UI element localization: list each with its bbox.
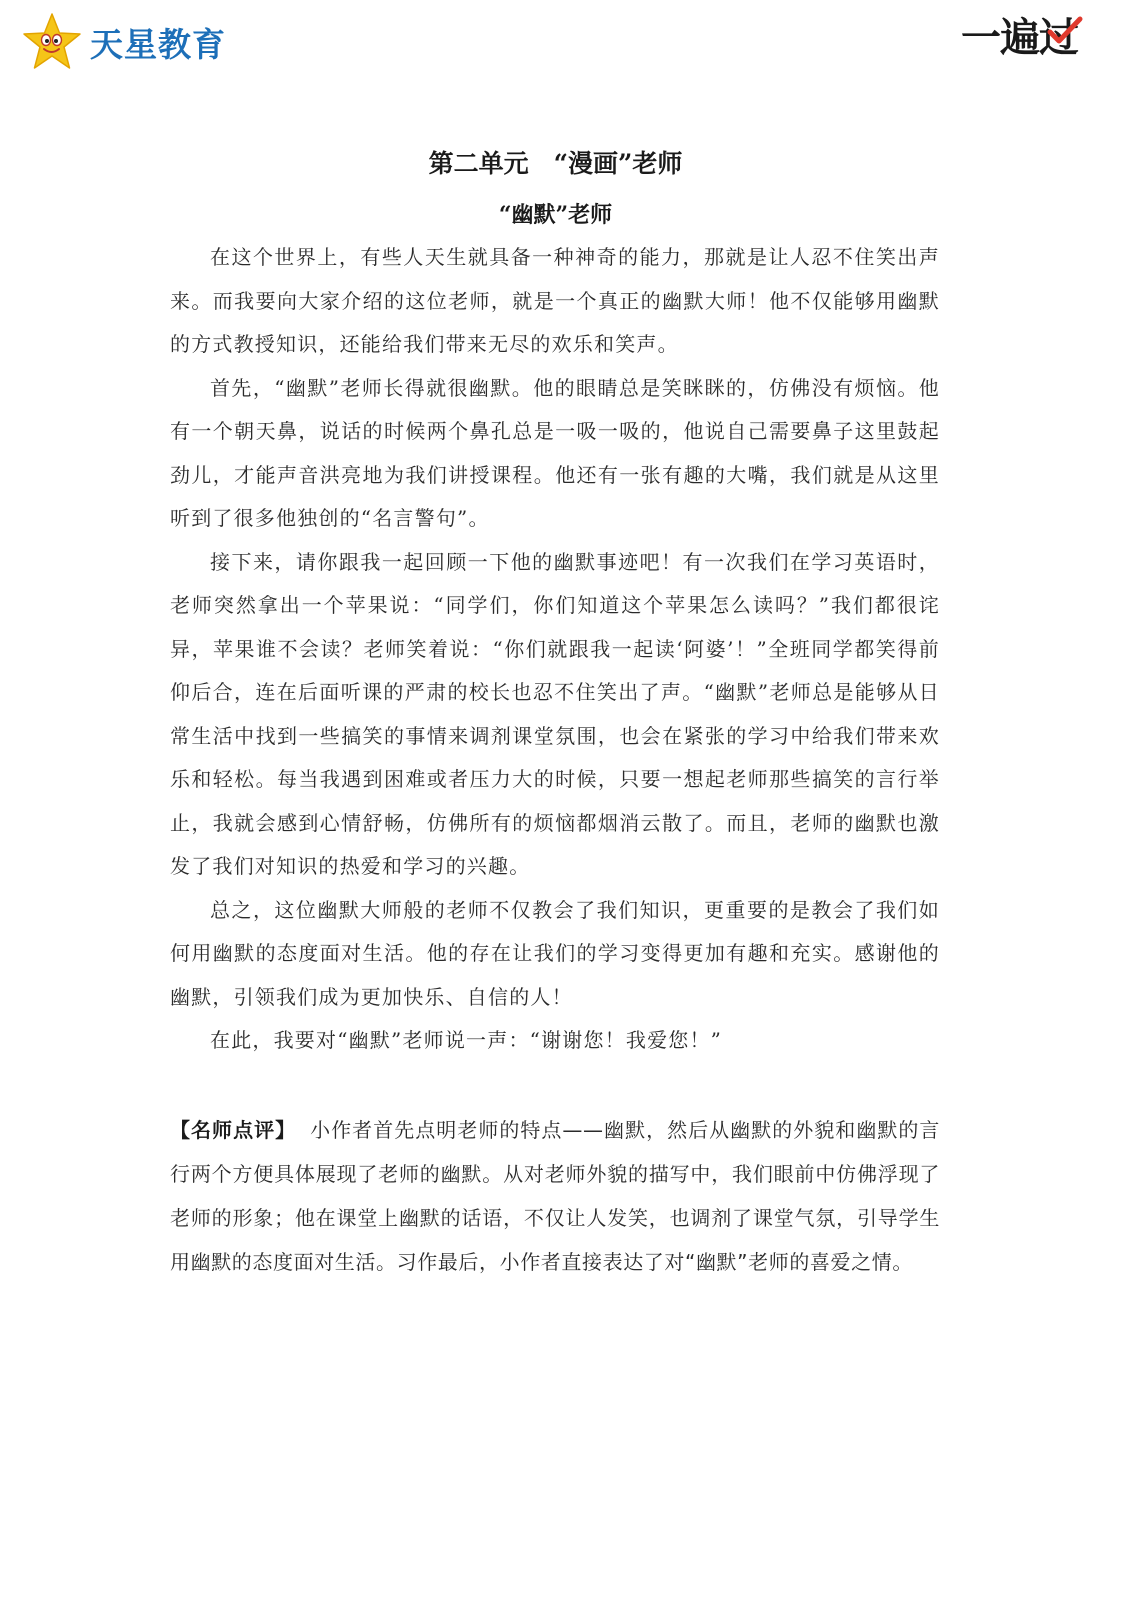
- essay-paragraph: 首先，“幽默”老师长得就很幽默。他的眼睛总是笑眯眯的，仿佛没有烦恼。他有一个朝天鼻，说话的时候两个鼻孔总是一吸一吸的，他说自己需要鼻子这里鼓起劲儿，才能声音洪亮地为我们讲授课程。他还有一张有趣的大嘴，我们就是从这里听到了很多他独创的“名言警句”。: [170, 375, 940, 530]
- essay-paragraph: 在这个世界上，有些人天生就具备一种神奇的能力，那就是让人忍不住笑出声来。而我要向大家介绍的这位老师，就是一个真正的幽默大师！他不仅能够用幽默的方式教授知识，还能给我们带来无尽的欢乐和笑声。: [170, 245, 940, 356]
- comment-text: 小作者首先点明老师的特点——幽默，然后从幽默的外貌和幽默的言行两个方便具体展现了老师的幽默。从对老师外貌的描写中，我们眼前中仿佛浮现了老师的形象；他在课堂上幽默的话语，不仅让人发笑，也调剂了课堂气氛，引导学生用幽默的态度面对生活。习作最后，小作者直接表达了对“幽默”老师的喜爱之情。: [170, 1118, 940, 1274]
- unit-title: 第二单元 “漫画”老师: [428, 149, 683, 178]
- brand-logo-left: [22, 12, 226, 72]
- brand-logo-right: [961, 6, 1091, 62]
- essay-paragraph: 接下来，请你跟我一起回顾一下他的幽默事迹吧！有一次我们在学习英语时，老师突然拿出一个苹果说：“同学们，你们知道这个苹果怎么读吗？”我们都很诧异，苹果谁不会读？老师笑着说：“你们就跟我一起读‘阿婆’！”全班同学都笑得前仰后合，连在后面听课的严肃的校长也忍不住笑出了声。“幽默”老师总是能够从日常生活中找到一些搞笑的事情来调剂课堂氛围，也会在紧张的学习中给我们带来欢乐和轻松。每当我遇到困难或者压力大的时候，只要一想起老师那些搞笑的言行举止，我就会感到心情舒畅，仿佛所有的烦恼都烟消云散了。而且，老师的幽默也激发了我们对知识的热爱和学习的兴趣。: [170, 549, 940, 878]
- essay-paragraph: 在此，我要对“幽默”老师说一声：“谢谢您！我爱您！”: [210, 1028, 723, 1052]
- brand-name-tianxing: 天星教育: [90, 24, 226, 64]
- comment-label: 【名师点评】: [170, 1118, 297, 1142]
- essay-body: [170, 236, 940, 1063]
- essay-paragraph: 总之，这位幽默大师般的老师不仅教会了我们知识，更重要的是教会了我们如何用幽默的态度面对生活。他的存在让我们的学习变得更加有趣和充实。感谢他的幽默，引领我们成为更加快乐、自信的人！: [170, 897, 940, 1009]
- checkmark-icon: [1047, 16, 1083, 46]
- star-mascot-icon: [22, 12, 82, 72]
- essay-title: “幽默”老师: [498, 202, 613, 228]
- brand-name-yibianguo: 一遍过: [961, 15, 1078, 61]
- teacher-comment: [170, 1108, 940, 1284]
